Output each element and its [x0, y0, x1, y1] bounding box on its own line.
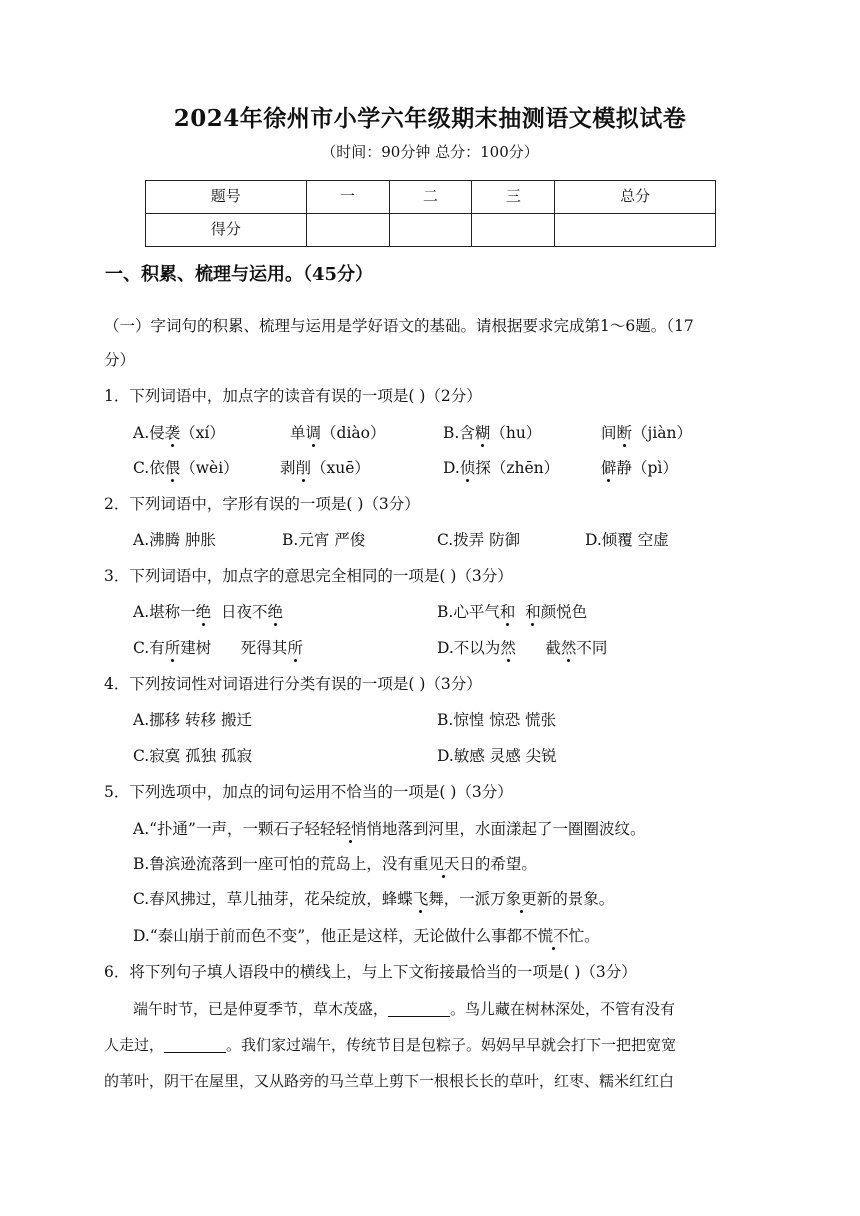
text: ，一派: [443, 890, 491, 908]
text: 截: [515, 639, 561, 657]
dotted-char: 糊: [474, 424, 491, 442]
q2-option-d: D.倾覆 空虚: [585, 531, 669, 549]
text: [515, 603, 525, 621]
text: 剥: [280, 459, 296, 477]
q3-option-a: [133, 600, 283, 622]
q4-option-d: D.敏感 灵感 尖锐: [437, 747, 557, 765]
q3-option-c: [133, 636, 303, 658]
text: B.含: [443, 424, 475, 442]
score-header-cell: 一: [306, 181, 389, 214]
text: B.心平气: [437, 603, 500, 621]
text: （jiàn）: [632, 424, 693, 442]
text: 颜悦色: [540, 603, 588, 621]
dotted-char: 所: [164, 639, 181, 657]
section-intro-cont: 分）: [104, 351, 136, 369]
q5-option-a: [133, 817, 646, 839]
q2-option-a: A.沸腾 肿胀: [133, 531, 217, 549]
text: 地落到河里，水面漾起了一圈圈波纹。: [382, 820, 646, 838]
question-1-stem: 1．下列词语中，加点字的读音有误的一项是( )（2分）: [104, 387, 482, 405]
q6-passage-line-3: 的苇叶，阴干在屋里，又从路旁的马兰草上剪下一根根长长的草叶，红枣、糯米红红白: [104, 1072, 675, 1090]
q1-option-b2: [601, 421, 692, 443]
score-table-header-row: [146, 181, 716, 214]
score-header-cell: 三: [472, 181, 555, 214]
text: 端午时节，已是仲夏季节，草木茂盛，: [133, 1000, 389, 1018]
dotted-char: 僻: [601, 459, 617, 477]
text: C.依: [133, 459, 165, 477]
q5-option-d: [133, 924, 600, 946]
dotted-phrase: 轻轻悄悄: [319, 820, 382, 838]
q1-option-c: [133, 456, 239, 478]
question-4-stem: 4．下列按词性对词语进行分类有误的一项是( )（3分）: [104, 675, 482, 693]
exam-info: （时间：90分钟 总分：100分）: [321, 143, 539, 161]
score-header-cell: 题号: [146, 181, 307, 214]
dotted-phrase: 万象更新: [490, 890, 553, 908]
text: D.“泰山崩于前而色不变”，他正是这样，无论做什么事都: [133, 927, 523, 945]
text: 间: [601, 424, 617, 442]
text: 建树 死得其: [180, 639, 288, 657]
score-table-score-row: [146, 214, 716, 247]
dotted-phrase: 蝶飞舞: [397, 890, 444, 908]
text: D.不以为: [437, 639, 501, 657]
dotted-char: 所: [287, 639, 303, 657]
dotted-char: 绝: [195, 603, 212, 621]
q3-option-d: [437, 636, 607, 658]
text: （xuē）: [311, 459, 370, 477]
q4-option-a: A.挪移 转移 搬迁: [133, 711, 252, 729]
dotted-char: 然: [560, 639, 577, 657]
text: 人走过，: [104, 1036, 165, 1054]
text: 日夜不: [211, 603, 268, 621]
score-cell: [555, 214, 716, 247]
q1-option-c2: [280, 456, 370, 478]
score-cell: [306, 214, 389, 247]
score-cell: [472, 214, 555, 247]
q4-option-b: B.惊惶 惊恐 慌张: [437, 711, 557, 729]
question-6-stem: 6．将下列句子填人语段中的横线上，与上下文衔接最恰当的一项是( )（3分）: [104, 963, 637, 981]
text: A.侵: [133, 424, 165, 442]
dotted-char: 调: [305, 424, 322, 442]
dotted-char: 和: [499, 603, 516, 621]
dotted-char: 断: [616, 424, 633, 442]
text: A.堪称一: [133, 603, 196, 621]
text: 。: [584, 927, 600, 945]
text: A.“扑通”一声，一颗石子轻: [133, 820, 320, 838]
score-header-cell: 总分: [555, 181, 716, 214]
q2-option-b: B.元宵 严俊: [282, 531, 366, 549]
section-intro: （一）字词句的积累、梳理与运用是学好语文的基础。请根据要求完成第1～6题。（17: [104, 317, 694, 335]
dotted-char: 削: [295, 459, 312, 477]
text: 不同: [576, 639, 608, 657]
section-heading: 一、积累、梳理与运用。（45分）: [105, 264, 374, 285]
q6-passage-line-2: [104, 1034, 676, 1055]
text: 的景象。: [552, 890, 615, 908]
q3-option-b: [437, 600, 587, 622]
text: C.有: [133, 639, 165, 657]
text: 探（zhēn）: [475, 459, 560, 477]
score-header-cell: 二: [389, 181, 472, 214]
dotted-char: 和: [525, 603, 541, 621]
score-row-label: 得分: [146, 214, 307, 247]
dotted-char: 偎: [164, 459, 181, 477]
score-cell: [389, 214, 472, 247]
text: D.: [443, 459, 460, 477]
dotted-char: 侦: [459, 459, 476, 477]
dotted-char: 然: [500, 639, 516, 657]
q4-option-c: C.寂寞 孤独 孤寂: [133, 747, 253, 765]
q1-option-d: [443, 456, 559, 478]
text: C.春风拂过，草儿抽芽，花朵绽放，蜂: [133, 890, 398, 908]
text: 。我们家过端午，传统节目是包粽子。妈妈早早就会打下一把把宽宽: [226, 1036, 677, 1054]
q1-option-a: [133, 421, 225, 443]
dotted-phrase: 重见天日: [412, 855, 475, 873]
text: 。鸟儿藏在树林深处，不管有没有: [450, 1000, 676, 1018]
dotted-char: 袭: [164, 424, 181, 442]
fill-blank: [164, 1037, 226, 1053]
text: （diào）: [321, 424, 386, 442]
score-table: [145, 180, 716, 247]
text: （hu）: [490, 424, 542, 442]
q2-option-c: C.拨弄 防御: [437, 531, 521, 549]
question-3-stem: 3．下列词语中，加点字的意思完全相同的一项是( )（3分）: [104, 567, 513, 585]
text: （xí）: [180, 424, 225, 442]
dotted-phrase: 不慌不忙: [522, 927, 585, 945]
text: 静（pì）: [616, 459, 678, 477]
question-2-stem: 2．下列词语中，字形有误的一项是( )（3分）: [104, 495, 420, 513]
q1-option-d2: [601, 456, 678, 478]
q6-passage-line-1: [133, 998, 675, 1019]
q1-option-a2: [290, 421, 385, 443]
fill-blank: [388, 1001, 450, 1017]
question-5-stem: 5．下列选项中，加点的词句运用不恰当的一项是( )（3分）: [104, 783, 513, 801]
text: 的希望。: [474, 855, 537, 873]
q1-option-b: [443, 421, 541, 443]
q5-option-b: [133, 852, 537, 874]
q5-option-c: [133, 887, 614, 909]
page-title: 2024年徐州市小学六年级期末抽测语文模拟试卷: [173, 105, 687, 132]
dotted-char: 绝: [267, 603, 284, 621]
text: 单: [290, 424, 306, 442]
text: B.鲁滨逊流落到一座可怕的荒岛上，没有: [133, 855, 413, 873]
text: （wèi）: [180, 459, 239, 477]
